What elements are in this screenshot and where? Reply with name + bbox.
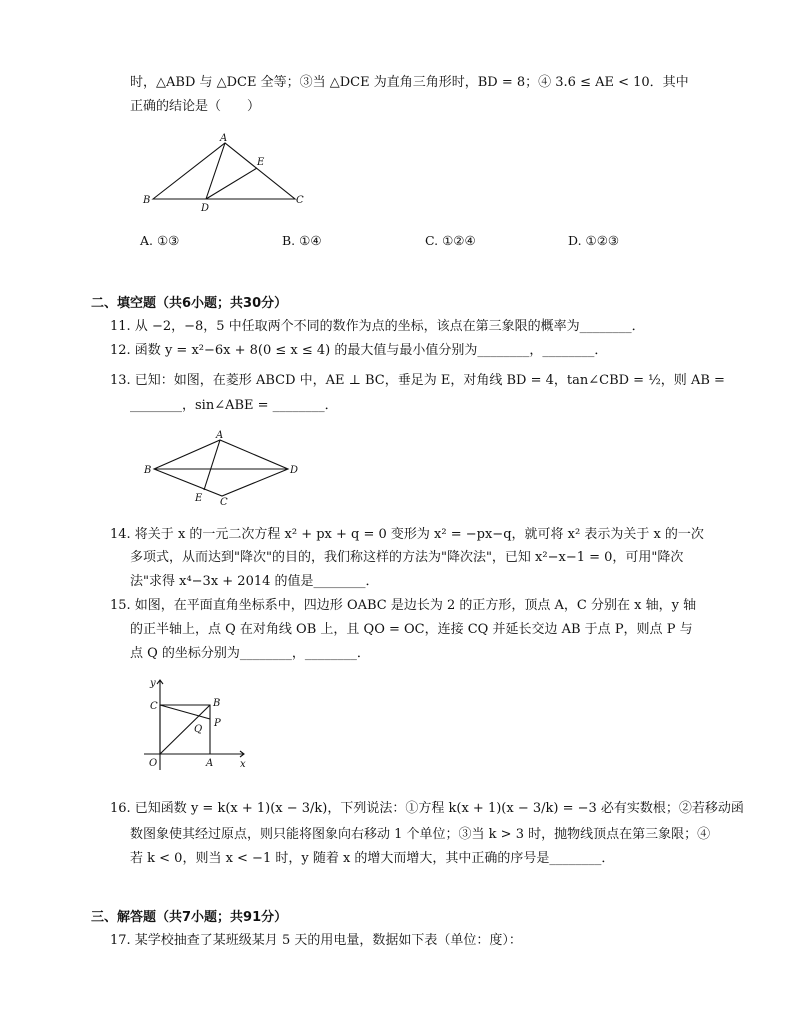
label-y: y — [150, 678, 156, 689]
q16-line3: 若 k < 0，则当 x < −1 时，y 随着 x 的增大而增大，其中正确的序号是________． — [130, 851, 615, 866]
q13-rhombus-figure — [140, 428, 310, 508]
segment-ae — [204, 440, 220, 490]
label-b: B — [213, 698, 221, 709]
label-q: Q — [194, 724, 203, 735]
label-e: E — [195, 493, 203, 504]
q14-line3: 法"求得 x⁴−3x + 2014 的值是________． — [130, 574, 379, 589]
q15-line3: 点 Q 的坐标分别为________，________． — [130, 646, 370, 661]
q10-line1: 时，△ABD 与 △DCE 全等；③当 △DCE 为直角三角形时，BD = 8；④ 3.6 ≤ AE < 10．其中 — [130, 75, 689, 90]
q17-text: 17. 某学校抽查了某班级某月 5 天的用电量，数据如下表（单位：度）： — [110, 933, 522, 948]
q15-line2: 的正半轴上，点 Q 在对角线 OB 上，且 QO = OC，连接 CQ 并延长交边 AB 于点 P，则点 P 与 — [130, 622, 693, 637]
q14-line1: 14. 将关于 x 的一元二次方程 x² + px + q = 0 变形为 x² = −px−q，就可将 x² 表示为关于 x 的一次 — [110, 527, 704, 542]
q10-triangle-figure — [140, 132, 320, 216]
label-o: O — [149, 758, 158, 769]
label-p: P — [214, 718, 221, 729]
q10-option-a: A. ①③ — [140, 233, 180, 248]
q12-text: 12. 函数 y = x²−6x + 8(0 ≤ x ≤ 4) 的最大值与最小值分别为________，________． — [110, 343, 608, 358]
label-c: C — [220, 497, 228, 508]
rhombus-abcd — [154, 440, 288, 496]
label-d: D — [290, 465, 299, 476]
q15-coordinate-figure — [140, 674, 260, 774]
q14-line2: 多项式，从而达到"降次"的目的，我们称这样的方法为"降次法"，已知 x²−x−1 = 0，可用"降次 — [130, 550, 684, 565]
label-a: A — [216, 430, 224, 441]
label-x: x — [240, 759, 246, 770]
label-a: A — [220, 133, 228, 144]
label-a: A — [206, 758, 214, 769]
q13-line2: ________，sin∠ABE = ________． — [130, 398, 338, 413]
section3-title: 三、解答题（共7小题；共91分） — [91, 910, 288, 925]
section2-title: 二、填空题（共6小题；共30分） — [91, 296, 288, 311]
q10-option-c: C. ①②④ — [425, 233, 476, 248]
q10-option-d: D. ①②③ — [568, 233, 620, 248]
segment-ad — [206, 143, 225, 199]
q15-line1: 15. 如图，在平面直角坐标系中，四边形 OABC 是边长为 2 的正方形，顶点 A，C 分别在 x 轴，y 轴 — [110, 598, 697, 613]
label-b: B — [143, 195, 151, 206]
q16-line2: 数图象使其经过原点，则只能将图象向右移动 1 个单位；③当 k > 3 时，抛物线顶点在第三象限；④ — [130, 827, 711, 842]
label-e: E — [257, 157, 265, 168]
q16-line1: 16. 已知函数 y = k(x + 1)(x − 3/k)，下列说法：①方程 k(x + 1)(x − 3/k) = −3 必有实数根；②若移动函 — [110, 801, 744, 816]
label-d: D — [201, 203, 210, 214]
q10-line2: 正确的结论是（ ） — [130, 99, 261, 114]
label-b: B — [144, 465, 152, 476]
q10-option-b: B. ①④ — [282, 233, 322, 248]
label-c: C — [296, 195, 304, 206]
q11-text: 11. 从 −2，−8，5 中任取两个不同的数作为点的坐标，该点在第三象限的概率为________． — [110, 319, 645, 334]
triangle-abc — [153, 143, 295, 199]
label-c: C — [150, 701, 158, 712]
q13-line1: 13. 已知：如图，在菱形 ABCD 中，AE ⊥ BC，垂足为 E，对角线 BD = 4，tan∠CBD = ½，则 AB = — [110, 373, 725, 388]
segment-de — [206, 168, 257, 199]
